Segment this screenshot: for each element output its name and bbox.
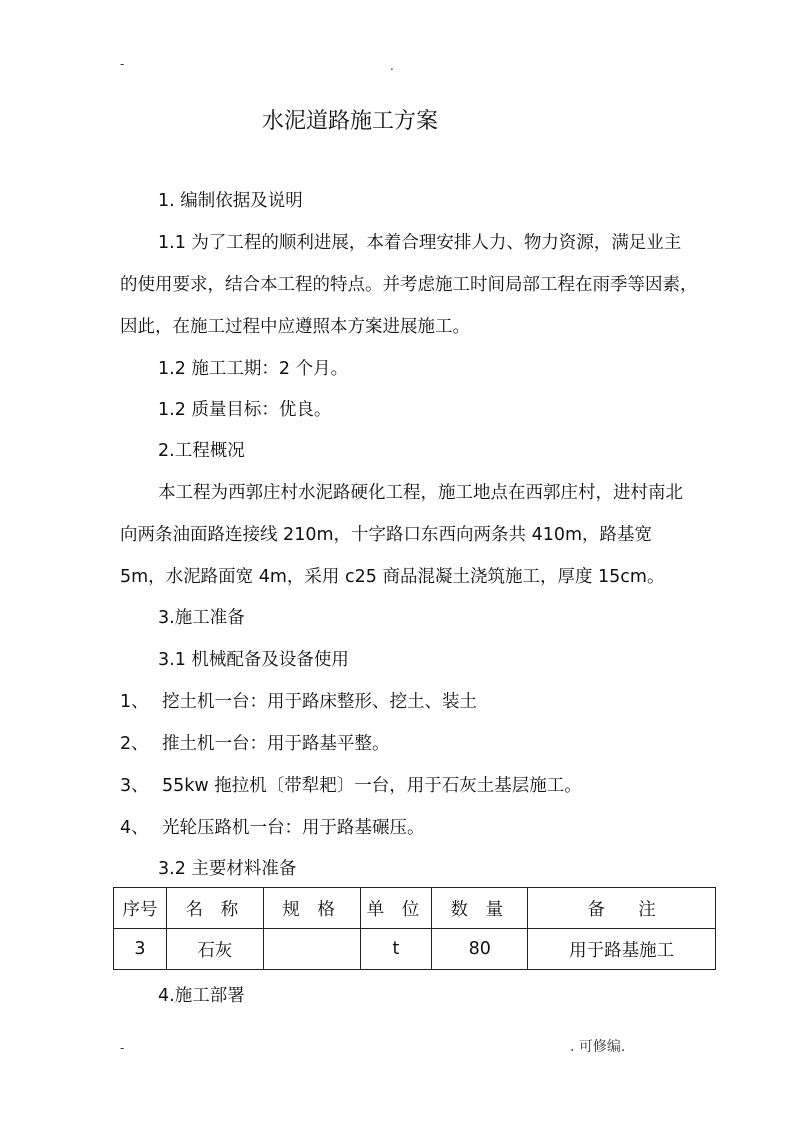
- table-header-cell: 序号: [114, 888, 167, 929]
- paragraph-2-line-1: 本工程为西郭庄村水泥路硬化工程，施工地点在西郭庄村，进村南北: [158, 483, 683, 503]
- footer-left-mark: -: [120, 1041, 125, 1055]
- section-1-heading: 1. 编制依据及说明: [158, 191, 303, 211]
- paragraph-1-1-line-3: 因此，在施工过程中应遵照本方案进展施工。: [120, 317, 470, 337]
- paragraph-1-2-quality: 1.2 质量目标：优良。: [158, 400, 332, 420]
- paragraph-2-line-2: 向两条油面路连接线 210m，十字路口东西向两条共 410m，路基宽: [120, 525, 653, 545]
- table-cell: t: [360, 929, 432, 970]
- table-row: [114, 929, 716, 970]
- document-title: 水泥道路施工方案: [261, 109, 438, 134]
- table-cell: [263, 929, 360, 970]
- header-left-mark: -: [120, 57, 125, 71]
- section-3-heading: 3.施工准备: [158, 608, 245, 628]
- table-cell: 用于路基施工: [528, 929, 716, 970]
- paragraph-1-1-line-1: 1.1 为了工程的顺利进展，本着合理安排人力、物力资源，满足业主: [158, 233, 682, 253]
- materials-table: [113, 887, 716, 970]
- equipment-item-text: 推土机一台：用于路基平整。: [162, 734, 390, 754]
- equipment-item-number: 2、: [120, 734, 149, 754]
- section-2-heading: 2.工程概况: [158, 441, 245, 461]
- paragraph-1-1-line-2: 的使用要求，结合本工程的特点。并考虑施工时间局部工程在雨季等因素，: [120, 275, 698, 295]
- table-header-cell: 规 格: [263, 888, 360, 929]
- footer-right-text: . 可修编.: [570, 1039, 626, 1055]
- equipment-item-text: 挖土机一台：用于路床整形、挖土、装土: [162, 692, 477, 712]
- section-3-1-heading: 3.1 机械配备及设备使用: [158, 650, 349, 670]
- section-3-2-heading: 3.2 主要材料准备: [158, 859, 297, 879]
- paragraph-1-2-period: 1.2 施工工期：2 个月。: [158, 359, 349, 379]
- table-header-cell: 备 注: [528, 888, 716, 929]
- table-cell: 3: [114, 929, 167, 970]
- equipment-item-text: 光轮压路机一台：用于路基碾压。: [162, 818, 425, 838]
- table-cell: 80: [432, 929, 528, 970]
- table-cell: 石灰: [166, 929, 263, 970]
- equipment-item-text: 55kw 拖拉机〔带犁耙〕一台，用于石灰土基层施工。: [162, 776, 582, 796]
- equipment-item-number: 4、: [120, 818, 149, 838]
- table-header-cell: 数 量: [432, 888, 528, 929]
- equipment-item-number: 3、: [120, 776, 149, 796]
- section-4-heading: 4.施工部署: [158, 986, 245, 1006]
- table-header-cell: 单 位: [360, 888, 432, 929]
- equipment-item-number: 1、: [120, 692, 149, 712]
- header-right-mark: .: [390, 59, 394, 73]
- paragraph-2-line-3: 5m，水泥路面宽 4m，采用 c25 商品混凝土浇筑施工，厚度 15cm。: [120, 567, 665, 587]
- table-header-row: [114, 888, 716, 929]
- table-header-cell: 名 称: [166, 888, 263, 929]
